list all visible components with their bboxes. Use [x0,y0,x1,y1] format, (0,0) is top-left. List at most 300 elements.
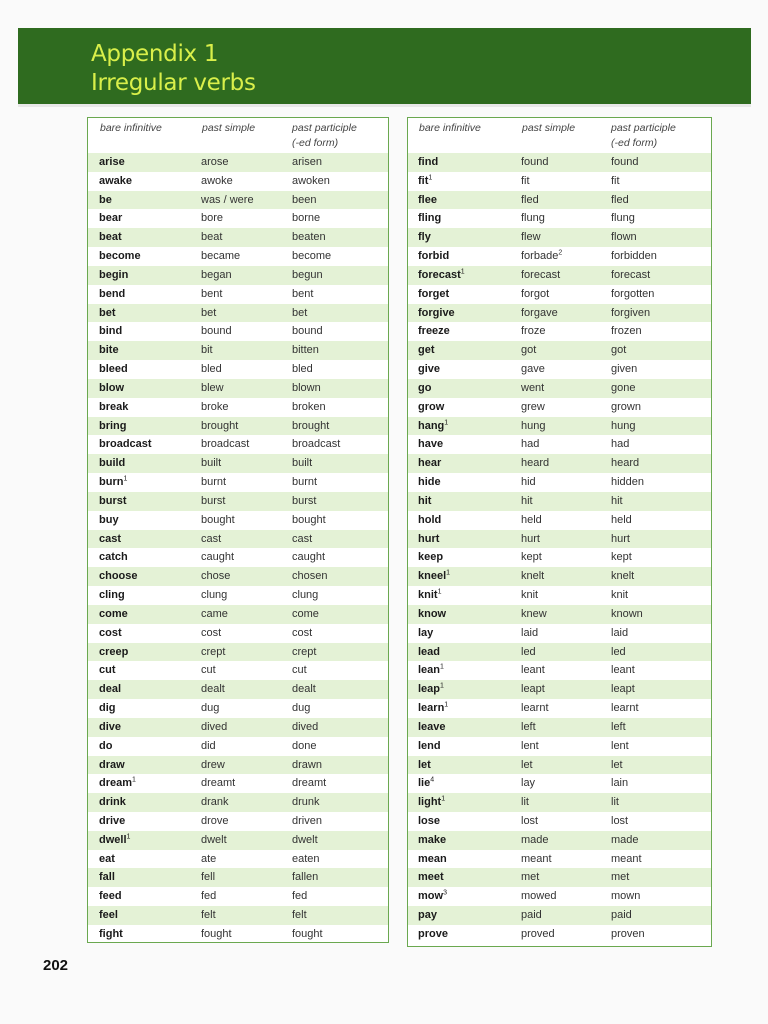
past-participle: lain [611,777,629,790]
table-row [88,661,388,680]
past-participle: drunk [292,796,320,809]
table-row [408,304,711,323]
past-participle: flung [611,212,635,225]
past-participle: hit [611,494,623,507]
past-participle: fled [611,193,629,206]
past-participle: hurt [611,532,630,545]
past-simple: knelt [521,570,545,583]
past-participle: hidden [611,476,645,489]
past-simple: let [521,758,533,771]
table-row [88,605,388,624]
bare-infinitive: be [99,193,112,206]
past-simple: clung [201,589,228,602]
table-row [88,322,388,341]
past-simple: bound [201,325,232,338]
past-participle: begun [292,268,323,281]
past-simple: flung [521,212,545,225]
bare-infinitive: burst [99,494,127,507]
table-row [88,341,388,360]
table-row [408,718,711,737]
bare-infinitive: keep [418,551,444,564]
past-participle: heard [611,457,640,470]
table-row [88,868,388,887]
past-simple: forgave [521,306,558,319]
past-participle: dealt [292,683,316,696]
past-participle: made [611,833,639,846]
bare-infinitive: lay [418,626,434,639]
col-past-participle: past participle (-ed form) [611,122,676,149]
verbs-table-left [87,117,389,943]
section-title: Irregular verbs [91,70,256,96]
bare-infinitive: let [418,758,431,771]
bare-infinitive: begin [99,268,129,281]
bare-infinitive: hear [418,457,442,470]
bare-infinitive: feed [99,890,122,903]
bare-infinitive: draw [99,758,125,771]
bare-infinitive: cost [99,626,122,639]
bare-infinitive: burn$^1$ [99,475,128,489]
past-participle: crept [292,645,317,658]
past-simple: dug [201,702,220,715]
bare-infinitive: flee [418,193,437,206]
table-row [88,586,388,605]
bare-infinitive: prove [418,927,448,940]
past-participle: leapt [611,683,635,696]
table-row [88,454,388,473]
table-row [408,379,711,398]
past-participle: been [292,193,317,206]
past-participle: become [292,250,332,263]
bare-infinitive: learn$^1$ [418,701,449,715]
past-participle: knit [611,589,629,602]
bare-infinitive: kneel$^1$ [418,569,451,583]
past-simple: hit [521,494,533,507]
table-row [408,643,711,662]
past-simple: bought [201,513,235,526]
past-participle: gone [611,381,636,394]
past-participle: fit [611,174,620,187]
table-row [408,473,711,492]
table-row [88,680,388,699]
past-participle: learnt [611,702,639,715]
past-simple: came [201,607,228,620]
table-row [408,774,711,793]
past-simple: kept [521,551,542,564]
bare-infinitive: hit [418,494,432,507]
table-row [88,850,388,869]
bare-infinitive: dig [99,702,116,715]
table-row [88,228,388,247]
bare-infinitive: choose [99,570,138,583]
bare-infinitive: lean$^1$ [418,663,444,677]
bare-infinitive: become [99,250,141,263]
table-row [408,492,711,511]
past-simple: drove [201,814,229,827]
past-participle: got [611,344,627,357]
past-simple: fit [521,174,530,187]
past-participle: awoken [292,174,330,187]
bare-infinitive: dream$^1$ [99,776,136,790]
table-row [408,322,711,341]
past-simple: made [521,833,549,846]
table-row [408,417,711,436]
past-participle: forgiven [611,306,651,319]
bare-infinitive: lend [418,739,441,752]
past-participle: bent [292,287,314,300]
bare-infinitive: know [418,607,447,620]
past-participle: lit [611,796,619,809]
table-row [88,379,388,398]
bare-infinitive: lie$^4$ [418,776,435,790]
bare-infinitive: dwell$^1$ [99,833,131,846]
past-simple: became [201,250,241,263]
bare-infinitive: hold [418,513,442,526]
past-simple: found [521,156,549,168]
past-participle: borne [292,212,321,225]
bare-infinitive: get [418,344,435,357]
past-participle: hung [611,419,636,432]
past-participle: paid [611,909,632,922]
col-past-simple: past simple [522,122,576,134]
past-simple: cost [201,626,222,639]
table-row [88,567,388,586]
past-participle: left [611,720,626,733]
table-row [408,868,711,887]
table-row [408,812,711,831]
table-row [88,906,388,925]
past-participle: burst [292,494,317,507]
bare-infinitive: blow [99,381,125,394]
past-simple: beat [201,231,223,244]
table-row [408,699,711,718]
past-participle: chosen [292,570,328,583]
table-row [88,285,388,304]
bare-infinitive: do [99,739,113,752]
past-simple: fled [521,193,539,206]
past-simple: fell [201,871,216,884]
bare-infinitive: knit$^1$ [418,588,442,602]
table-row [88,812,388,831]
past-simple: fed [201,890,217,903]
past-simple: bent [201,287,223,300]
page-number: 202 [43,957,69,974]
table-row [408,737,711,756]
past-participle: dug [292,702,311,715]
table-row [408,285,711,304]
table-row [408,153,711,172]
past-participle: meant [611,852,642,865]
past-participle: cast [292,532,313,545]
bare-infinitive: bear [99,212,123,225]
bare-infinitive: cut [99,664,116,677]
past-participle: dived [292,720,319,733]
past-participle: bought [292,513,326,526]
past-participle: dwelt [292,833,318,846]
past-simple: hurt [521,532,540,545]
table-row [88,435,388,454]
past-simple: grew [521,400,545,413]
table-row [408,850,711,869]
past-participle: knelt [611,570,635,583]
past-simple: broadcast [201,438,250,451]
past-simple: dwelt [201,833,227,846]
bare-infinitive: leave [418,720,446,733]
past-simple: brought [201,419,239,432]
table-row [408,172,711,191]
bare-infinitive: fit$^1$ [418,174,433,187]
bare-infinitive: come [99,607,128,620]
past-simple: forbade$^2$ [521,249,563,263]
bare-infinitive: mow$^3$ [418,889,447,903]
col-past-simple: past simple [202,122,256,134]
past-simple: dreamt [201,777,236,790]
bare-infinitive: deal [99,683,122,696]
bare-infinitive: have [418,438,444,451]
past-participle: led [611,645,626,658]
past-simple: held [521,513,542,526]
table-header [408,118,711,157]
past-participle: done [292,739,317,752]
past-simple: lent [521,739,539,752]
past-participle: mown [611,890,641,903]
table-row [88,925,388,944]
bare-infinitive: go [418,381,432,394]
bare-infinitive: bend [99,287,126,300]
past-simple: cast [201,532,222,545]
past-simple: knew [521,607,547,620]
table-row [88,209,388,228]
bare-infinitive: find [418,156,439,168]
table-row [408,756,711,775]
table-row [88,473,388,492]
past-participle: grown [611,400,641,413]
past-simple: heard [521,457,550,470]
past-participle: dreamt [292,777,327,790]
past-simple: dealt [201,683,225,696]
bare-infinitive: lead [418,645,441,658]
table-row [88,191,388,210]
past-simple: went [521,381,545,394]
table-row [408,548,711,567]
past-simple: hid [521,476,536,489]
bare-infinitive: hang$^1$ [418,418,449,432]
bare-infinitive: hide [418,476,441,489]
bare-infinitive: bind [99,325,123,338]
past-participle: fallen [292,871,319,884]
table-row [88,756,388,775]
table-row [88,398,388,417]
past-participle: kept [611,551,632,564]
past-simple: leapt [521,683,545,696]
past-simple: mowed [521,890,557,903]
past-participle: leant [611,664,635,677]
past-simple: lay [521,777,536,790]
bare-infinitive: build [99,457,126,470]
bare-infinitive: forecast$^1$ [418,268,465,281]
past-simple: laid [521,626,539,639]
table-row [408,511,711,530]
bare-infinitive: hurt [418,532,440,545]
bare-infinitive: bite [99,344,119,357]
past-simple: bet [201,306,217,319]
table-row [88,153,388,172]
table-row [408,398,711,417]
past-simple: learnt [521,702,549,715]
bare-infinitive: drink [99,796,126,809]
bare-infinitive: make [418,833,447,846]
table-row [88,718,388,737]
table-row [88,699,388,718]
past-participle: drawn [292,758,322,771]
past-participle: bled [292,363,313,376]
past-simple: dived [201,720,228,733]
table-row [88,417,388,436]
past-simple: froze [521,325,546,338]
bare-infinitive: lose [418,814,441,827]
table-row [408,925,711,944]
past-simple: blew [201,381,224,394]
past-participle: found [611,156,639,168]
bare-infinitive: freeze [418,325,450,338]
col-past-participle: past participle (-ed form) [292,122,357,149]
bare-infinitive: catch [99,551,128,564]
past-participle: bitten [292,344,319,357]
bare-infinitive: fling [418,212,442,225]
table-row [88,831,388,850]
table-row [408,435,711,454]
bare-infinitive: feel [99,909,118,922]
bare-infinitive: meet [418,871,444,884]
past-simple: felt [201,909,216,922]
table-row [88,887,388,906]
past-simple: caught [201,551,235,564]
table-row [88,548,388,567]
bare-infinitive: cast [99,532,122,545]
bare-infinitive: forget [418,287,450,300]
bare-infinitive: bet [99,306,116,319]
past-simple: broke [201,400,229,413]
table-row [408,831,711,850]
table-row [408,228,711,247]
past-participle: held [611,513,632,526]
table-row [408,605,711,624]
past-simple: got [521,344,537,357]
past-participle: broadcast [292,438,341,451]
past-participle: known [611,607,643,620]
past-simple: was / were [201,193,254,206]
bare-infinitive: eat [99,852,115,865]
table-header [88,118,388,157]
past-participle: met [611,871,630,884]
past-participle: cut [292,664,307,677]
past-simple: bore [201,212,224,225]
past-participle: frozen [611,325,642,338]
bare-infinitive: break [99,400,129,413]
past-simple: built [201,457,222,470]
past-simple: had [521,438,540,451]
past-participle: blown [292,381,321,394]
table-row [408,247,711,266]
bare-infinitive: mean [418,852,447,865]
bare-infinitive: awake [99,174,133,187]
past-simple: chose [201,570,231,583]
table-row [88,266,388,285]
bare-infinitive: leap$^1$ [418,682,444,696]
bare-infinitive: arise [99,156,125,168]
past-simple: arose [201,156,229,168]
table-row [88,530,388,549]
past-simple: met [521,871,540,884]
past-participle: given [611,363,638,376]
past-participle: driven [292,814,322,827]
bare-infinitive: buy [99,513,119,526]
past-simple: crept [201,645,226,658]
table-row [408,680,711,699]
past-participle: built [292,457,313,470]
table-row [408,191,711,210]
past-participle: brought [292,419,330,432]
bare-infinitive: cling [99,589,125,602]
appendix-title: Appendix 1 [91,41,219,67]
past-simple: lit [521,796,529,809]
past-simple: did [201,739,216,752]
past-simple: gave [521,363,545,376]
bare-infinitive: creep [99,645,129,658]
bare-infinitive: bring [99,419,127,432]
past-participle: forbidden [611,250,657,263]
past-participle: caught [292,551,326,564]
past-participle: forgotten [611,287,655,300]
past-participle: bound [292,325,323,338]
table-row [408,586,711,605]
table-row [408,661,711,680]
table-row [88,304,388,323]
table-row [88,511,388,530]
table-row [88,247,388,266]
bare-infinitive: bleed [99,363,128,376]
past-simple: lost [521,814,539,827]
table-row [408,266,711,285]
table-row [408,454,711,473]
bare-infinitive: forbid [418,250,450,263]
past-participle: cost [292,626,313,639]
past-participle: broken [292,400,326,413]
bare-infinitive: pay [418,909,437,922]
past-simple: burnt [201,476,227,489]
table-row [88,793,388,812]
past-participle: proven [611,927,645,940]
header-banner [18,28,751,107]
table-row [408,624,711,643]
bare-infinitive: grow [418,400,445,413]
past-simple: fought [201,927,232,940]
bare-infinitive: dive [99,720,122,733]
bare-infinitive: forgive [418,306,455,319]
table-row [88,643,388,662]
past-simple: proved [521,927,555,940]
bare-infinitive: drive [99,814,126,827]
past-participle: arisen [292,156,322,168]
bare-infinitive: light$^1$ [418,795,446,809]
table-row [408,360,711,379]
past-simple: left [521,720,536,733]
past-simple: paid [521,909,542,922]
past-simple: bit [201,344,213,357]
table-row [88,737,388,756]
table-row [88,774,388,793]
past-simple: led [521,645,536,658]
past-simple: cut [201,664,216,677]
